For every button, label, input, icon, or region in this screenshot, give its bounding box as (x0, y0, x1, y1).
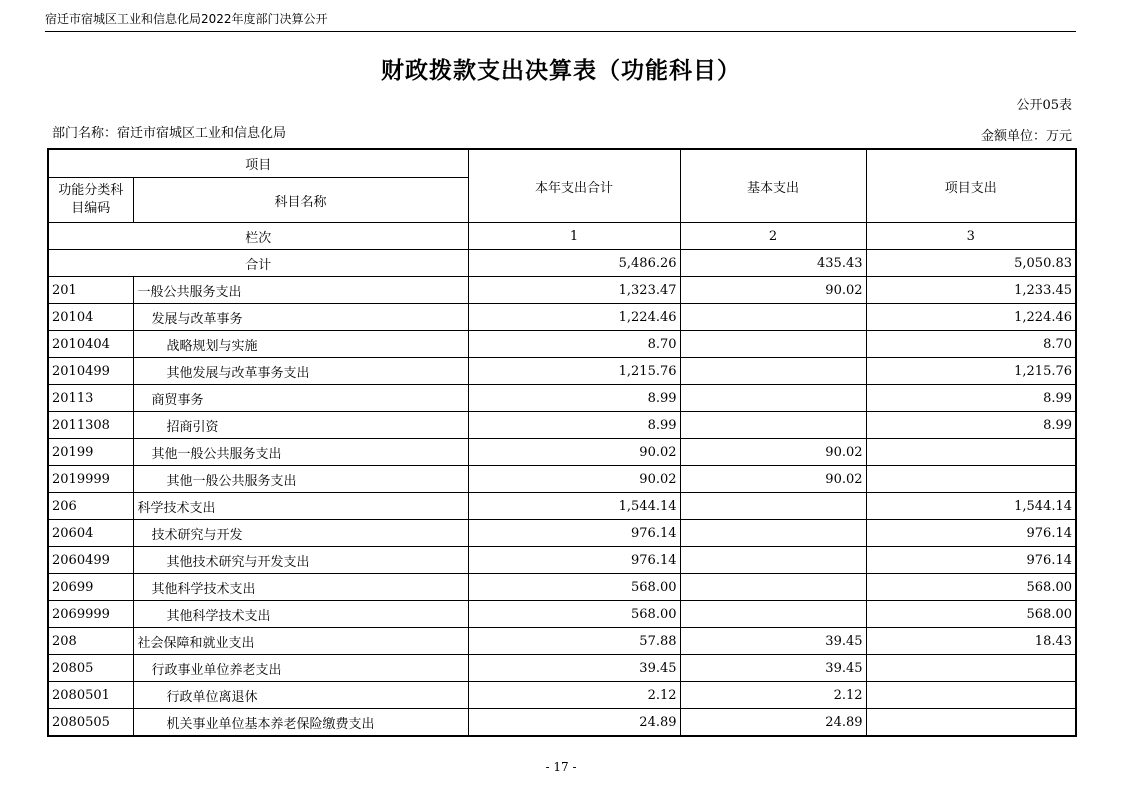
cell-basic (680, 331, 866, 358)
cell-total: 1,323.47 (468, 277, 680, 304)
cell-project: 1,233.45 (866, 277, 1076, 304)
cell-total: 2.12 (468, 682, 680, 709)
column-index-3: 3 (866, 223, 1076, 250)
cell-code: 2060499 (48, 547, 133, 574)
cell-name: 机关事业单位基本养老保险缴费支出 (133, 709, 468, 737)
cell-code: 20604 (48, 520, 133, 547)
cell-total: 8.99 (468, 412, 680, 439)
cell-name: 商贸事务 (133, 385, 468, 412)
cell-basic (680, 601, 866, 628)
header-name: 科目名称 (133, 178, 468, 223)
cell-total: 568.00 (468, 601, 680, 628)
header-code: 功能分类科目编码 (48, 178, 133, 223)
cell-project (866, 682, 1076, 709)
table-row (48, 493, 1076, 520)
cell-total: 90.02 (468, 466, 680, 493)
table-row (48, 628, 1076, 655)
amount-unit: 金额单位：万元 (980, 129, 1072, 144)
table-row (48, 547, 1076, 574)
cell-basic: 90.02 (680, 277, 866, 304)
cell-basic: 2.12 (680, 682, 866, 709)
cell-code: 2080501 (48, 682, 133, 709)
cell-project (866, 709, 1076, 737)
header-item: 项目 (48, 149, 468, 178)
cell-code: 2010404 (48, 331, 133, 358)
column-index-1: 1 (468, 223, 680, 250)
cell-name: 发展与改革事务 (133, 304, 468, 331)
cell-name: 其他科学技术支出 (133, 574, 468, 601)
table-row (48, 385, 1076, 412)
cell-name: 其他一般公共服务支出 (133, 439, 468, 466)
cell-name: 其他技术研究与开发支出 (133, 547, 468, 574)
cell-total: 24.89 (468, 709, 680, 737)
expenditure-table (47, 148, 1077, 737)
cell-name: 技术研究与开发 (133, 520, 468, 547)
table-row (48, 601, 1076, 628)
cell-name: 战略规划与实施 (133, 331, 468, 358)
cell-total: 976.14 (468, 547, 680, 574)
cell-code: 2080505 (48, 709, 133, 737)
cell-total: 90.02 (468, 439, 680, 466)
cell-total: 1,224.46 (468, 304, 680, 331)
page-title: 财政拨款支出决算表（功能科目） (381, 58, 741, 84)
page-number: - 17 - (545, 760, 577, 774)
cell-name: 行政单位离退休 (133, 682, 468, 709)
cell-project: 1,224.46 (866, 304, 1076, 331)
cell-code: 20699 (48, 574, 133, 601)
sum-total: 5,486.26 (468, 250, 680, 277)
cell-basic (680, 412, 866, 439)
header-project: 项目支出 (866, 149, 1076, 223)
sum-basic: 435.43 (680, 250, 866, 277)
table-row (48, 709, 1076, 737)
cell-code: 206 (48, 493, 133, 520)
cell-project (866, 466, 1076, 493)
sum-project: 5,050.83 (866, 250, 1076, 277)
cell-code: 20104 (48, 304, 133, 331)
header-column-index: 栏次 (48, 223, 468, 250)
table-row (48, 358, 1076, 385)
table-number: 公开05表 (1016, 98, 1072, 113)
cell-project: 976.14 (866, 547, 1076, 574)
cell-basic (680, 304, 866, 331)
cell-basic: 90.02 (680, 466, 866, 493)
cell-name: 其他发展与改革事务支出 (133, 358, 468, 385)
header-basic: 基本支出 (680, 149, 866, 223)
cell-code: 20805 (48, 655, 133, 682)
cell-project: 1,544.14 (866, 493, 1076, 520)
cell-project: 976.14 (866, 520, 1076, 547)
table-row (48, 466, 1076, 493)
cell-code: 2011308 (48, 412, 133, 439)
document-header: 宿迁市宿城区工业和信息化局2022年度部门决算公开 (45, 10, 1076, 32)
cell-basic (680, 385, 866, 412)
cell-project: 568.00 (866, 574, 1076, 601)
cell-code: 208 (48, 628, 133, 655)
department-name: 部门名称：宿迁市宿城区工业和信息化局 (52, 126, 287, 141)
cell-total: 8.70 (468, 331, 680, 358)
cell-code: 20199 (48, 439, 133, 466)
cell-basic: 90.02 (680, 439, 866, 466)
cell-project (866, 439, 1076, 466)
cell-total: 568.00 (468, 574, 680, 601)
cell-project: 8.70 (866, 331, 1076, 358)
cell-project: 8.99 (866, 385, 1076, 412)
cell-basic (680, 547, 866, 574)
cell-code: 2019999 (48, 466, 133, 493)
cell-total: 1,215.76 (468, 358, 680, 385)
cell-project: 568.00 (866, 601, 1076, 628)
cell-total: 39.45 (468, 655, 680, 682)
cell-total: 57.88 (468, 628, 680, 655)
table-row (48, 439, 1076, 466)
table-row (48, 277, 1076, 304)
cell-name: 一般公共服务支出 (133, 277, 468, 304)
table-row (48, 682, 1076, 709)
header-total: 本年支出合计 (468, 149, 680, 223)
cell-total: 8.99 (468, 385, 680, 412)
cell-name: 其他科学技术支出 (133, 601, 468, 628)
cell-project: 18.43 (866, 628, 1076, 655)
cell-project: 1,215.76 (866, 358, 1076, 385)
cell-basic (680, 574, 866, 601)
cell-code: 201 (48, 277, 133, 304)
cell-name: 招商引资 (133, 412, 468, 439)
cell-code: 2010499 (48, 358, 133, 385)
cell-basic: 39.45 (680, 655, 866, 682)
table-row (48, 331, 1076, 358)
table-row (48, 574, 1076, 601)
cell-code: 2069999 (48, 601, 133, 628)
cell-basic (680, 493, 866, 520)
table-row (48, 412, 1076, 439)
cell-basic (680, 358, 866, 385)
cell-name: 科学技术支出 (133, 493, 468, 520)
cell-project (866, 655, 1076, 682)
sum-label: 合计 (48, 250, 468, 277)
cell-total: 976.14 (468, 520, 680, 547)
cell-basic: 24.89 (680, 709, 866, 737)
cell-total: 1,544.14 (468, 493, 680, 520)
cell-project: 8.99 (866, 412, 1076, 439)
cell-name: 其他一般公共服务支出 (133, 466, 468, 493)
cell-name: 社会保障和就业支出 (133, 628, 468, 655)
cell-code: 20113 (48, 385, 133, 412)
column-index-2: 2 (680, 223, 866, 250)
table-row (48, 655, 1076, 682)
cell-basic: 39.45 (680, 628, 866, 655)
cell-name: 行政事业单位养老支出 (133, 655, 468, 682)
table-row (48, 520, 1076, 547)
table-row (48, 304, 1076, 331)
cell-basic (680, 520, 866, 547)
